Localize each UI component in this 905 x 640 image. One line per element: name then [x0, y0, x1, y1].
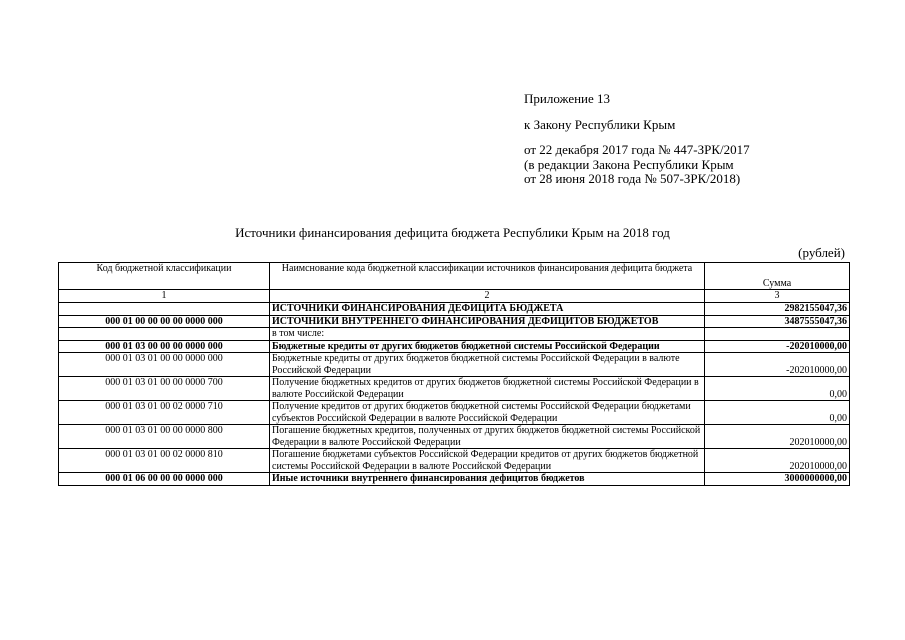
column-number-3: 3	[705, 290, 850, 303]
row-code: 000 01 03 01 00 00 0000 800	[59, 425, 270, 449]
row-sum: -202010000,00	[705, 353, 850, 377]
table-row	[59, 340, 850, 353]
law-edition-date: от 28 июня 2018 года № 507-ЗРК/2018)	[524, 171, 741, 186]
row-code: 000 01 03 01 00 00 0000 000	[59, 353, 270, 377]
table-row	[59, 425, 850, 449]
table-header-row	[59, 263, 850, 290]
table-row	[59, 303, 850, 316]
appendix-number: Приложение 13	[524, 91, 611, 106]
row-name: Погашение бюджетных кредитов, полученных от других бюджетов бюджетной системы Российской Федерации в валюте Российской Федерации	[270, 425, 705, 449]
row-name: Бюджетные кредиты от других бюджетов бюджетной системы Российской Федерации в валюте Российской Федерации	[270, 353, 705, 377]
row-code: 000 01 03 01 00 02 0000 710	[59, 401, 270, 425]
table-row	[59, 353, 850, 377]
column-number-row	[59, 290, 850, 303]
row-code	[59, 328, 270, 341]
row-name: Погашение бюджетами субъектов Российской Федерации кредитов от других бюджетов бюджетной системы Российской Федерации в валюте Российской Федерации	[270, 449, 705, 473]
law-date: от 22 декабря 2017 года № 447-ЗРК/2017	[524, 142, 750, 157]
column-number-2: 2	[270, 290, 705, 303]
law-edition: (в редакции Закона Республики Крым	[524, 156, 734, 172]
row-sum: 3487555047,36	[705, 315, 850, 328]
table-row	[59, 401, 850, 425]
appendix-header	[524, 92, 750, 187]
table-row	[59, 449, 850, 473]
row-sum	[705, 328, 850, 341]
row-name: Получение бюджетных кредитов от других бюджетов бюджетной системы Российской Федерации в валюте Российской Федерации	[270, 377, 705, 401]
row-code: 000 01 00 00 00 00 0000 000	[59, 315, 270, 328]
row-name: в том числе:	[270, 328, 705, 341]
row-code: 000 01 03 01 00 02 0000 810	[59, 449, 270, 473]
table-row	[59, 473, 850, 486]
row-sum: 2982155047,36	[705, 303, 850, 316]
table-row	[59, 315, 850, 328]
row-name: Иные источники внутреннего финансирования дефицитов бюджетов	[270, 473, 705, 486]
column-header-name: Наимснование кода бюджетной классификации источников финансирования дефицита бюджета	[270, 263, 705, 290]
row-sum: 3000000000,00	[705, 473, 850, 486]
row-sum: 202010000,00	[705, 425, 850, 449]
row-name: ИСТОЧНИКИ ФИНАНСИРОВАНИЯ ДЕФИЦИТА БЮДЖЕТА	[270, 303, 705, 316]
row-code: 000 01 03 00 00 00 0000 000	[59, 340, 270, 353]
column-number-1: 1	[59, 290, 270, 303]
row-name: Получение кредитов от других бюджетов бюджетной системы Российской Федерации бюджетами субъектов Российской Федерации в валюте Российской Федерации	[270, 401, 705, 425]
row-sum: -202010000,00	[705, 340, 850, 353]
column-header-code: Код бюджетной классификации	[59, 263, 270, 290]
budget-sources-table	[58, 262, 850, 486]
table-row	[59, 377, 850, 401]
row-sum: 0,00	[705, 377, 850, 401]
row-sum: 202010000,00	[705, 449, 850, 473]
currency-unit: (рублей)	[798, 245, 845, 260]
row-name: Бюджетные кредиты от других бюджетов бюджетной системы Российской Федерации	[270, 340, 705, 353]
row-code: 000 01 06 00 00 00 0000 000	[59, 473, 270, 486]
row-name: ИСТОЧНИКИ ВНУТРЕННЕГО ФИНАНСИРОВАНИЯ ДЕФИЦИТОВ БЮДЖЕТОВ	[270, 315, 705, 328]
table-row	[59, 328, 850, 341]
document-title: Источники финансирования дефицита бюджета Республики Крым на 2018 год	[235, 225, 670, 240]
law-reference: к Закону Республики Крым	[524, 116, 676, 132]
row-code	[59, 303, 270, 316]
row-code: 000 01 03 01 00 00 0000 700	[59, 377, 270, 401]
column-header-sum: Сумма	[705, 263, 850, 290]
row-sum: 0,00	[705, 401, 850, 425]
